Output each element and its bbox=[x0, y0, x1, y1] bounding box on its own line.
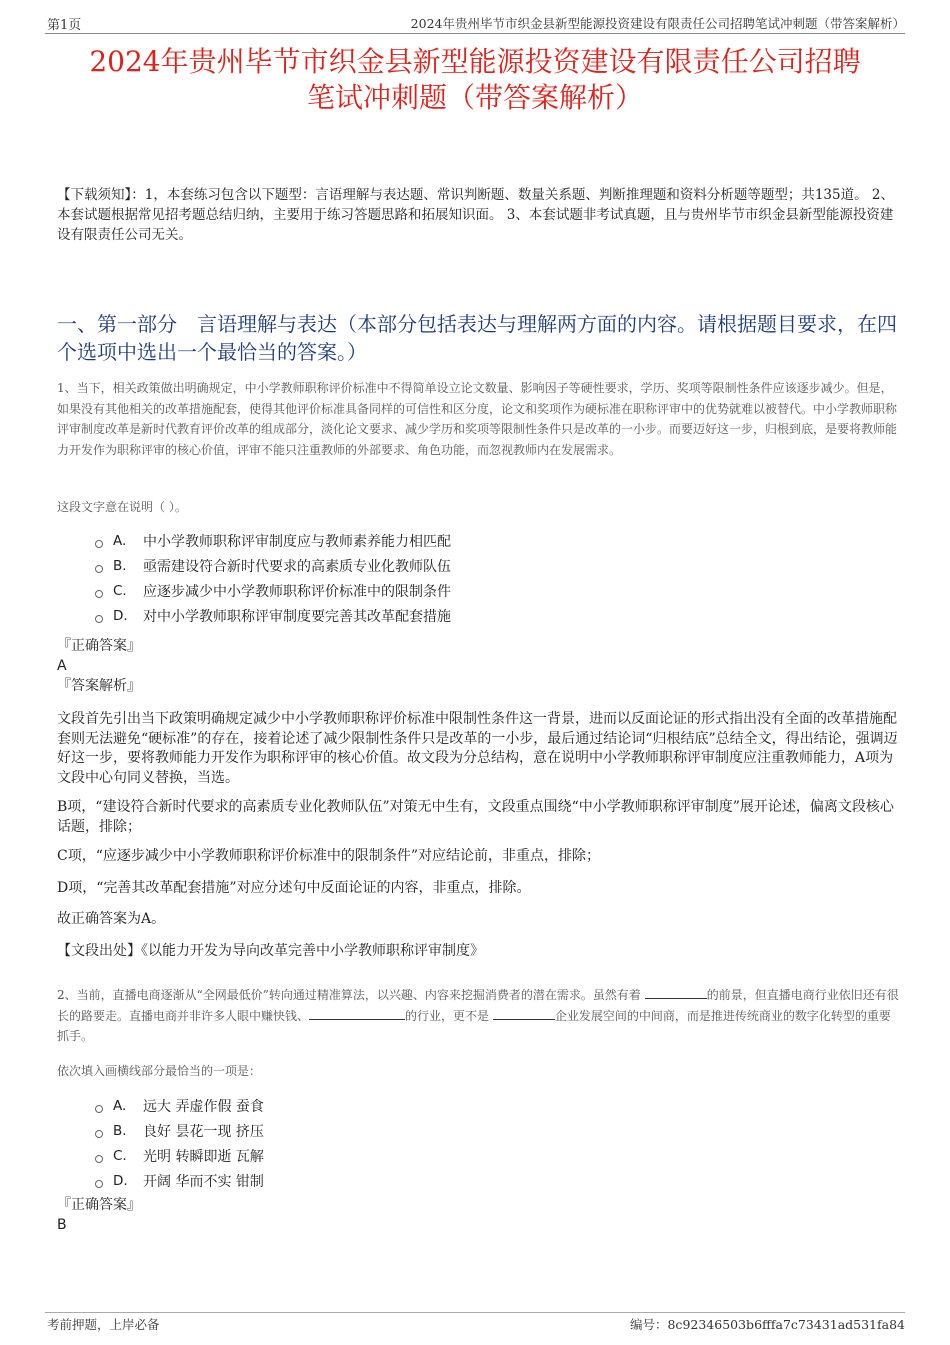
question-1-prompt: 这段文字意在说明（ ）。 bbox=[57, 500, 187, 514]
radio-icon[interactable] bbox=[95, 1180, 103, 1188]
answer-label: 『正确答案』 bbox=[57, 638, 141, 654]
source-citation: 【文段出处】《以能力开发为导向改革完善中小学教师职称评审制度》 bbox=[57, 942, 484, 959]
option-text: 应逐步减少中小学教师职称评价标准中的限制条件 bbox=[143, 583, 451, 600]
answer-label: 『正确答案』 bbox=[57, 1197, 141, 1213]
answer-value: B bbox=[57, 1217, 67, 1233]
fill-blank-3 bbox=[493, 1007, 555, 1020]
radio-icon[interactable] bbox=[95, 615, 103, 623]
question-2-text-part: 企业发展空间的中间商，而是推进传统商业的数字化转型的重要抓手。 bbox=[57, 1008, 891, 1043]
option-letter: C. bbox=[113, 582, 127, 599]
question-2-text-part: 的行业，更不是 bbox=[405, 1008, 493, 1023]
analysis-paragraph: 文段首先引出当下政策明确规定减少中小学教师职称评价标准中限制性条件这一背景，进而以反面论证的形式指出没有全面的改革措施配套则无法避免“硬标准”的存在，接着论述了减少限制性条件只是改革的一小步，最后通过结论词“归根结底”总结全文，得出结论，强调迈好这一步，要将教师能力开发作为职称评审的核心价值。故文段为分总结构，意在说明中小学教师职称评审制度应注重教师能力，A项为文段中心句同义替换，当选。 bbox=[57, 711, 898, 786]
question-2-prompt: 依次填入画横线部分最恰当的一项是： bbox=[57, 1064, 262, 1078]
page-title-line-1: 2024年贵州毕节市织金县新型能源投资建设有限责任公司招聘 bbox=[89, 45, 861, 78]
fill-blank-1 bbox=[645, 986, 707, 999]
page-title-line-2: 笔试冲刺题（带答案解析） bbox=[306, 81, 643, 114]
question-1-answer-block bbox=[57, 636, 141, 696]
radio-icon[interactable] bbox=[95, 565, 103, 573]
question-1-analysis bbox=[57, 710, 900, 961]
answer-value: A bbox=[57, 658, 67, 674]
question-1-option-c[interactable] bbox=[95, 578, 451, 603]
option-letter: B. bbox=[113, 1122, 127, 1139]
option-text: 亟需建设符合新时代要求的高素质专业化教师队伍 bbox=[143, 558, 451, 575]
radio-icon[interactable] bbox=[95, 540, 103, 548]
option-letter: C. bbox=[113, 1147, 127, 1164]
question-1-text: 1、当下，相关政策做出明确规定，中小学教师职称评价标准中不得简单设立论文数量、影响因子等硬性要求，学历、奖项等限制性条件应该逐步减少。但是，如果没有其他相关的改革措施配套，使得其他评价标准具备同样的可信性和区分度，论文和奖项作为硬标准在职称评审中的优势就难以被替代。中小学教师职称评审制度改革是新时代教育评价改革的组成部分，淡化论文要求、减少学历和奖项等限制性条件只是改革的一小步。而要迈好这一步，归根到底，是要将教师能力开发作为职称评审的核心价值，评审不能只注重教师的外部要求、角色功能，而忽视教师内在发展需求。 bbox=[57, 381, 898, 457]
download-notice: 【下载须知】：1，本套练习包含以下题型：言语理解与表达题、常识判断题、数量关系题、判断推理题和资料分析题等题型；共135道。 2、本套试题根据常见招考题总结归纳，主要用于练习答题思路和拓展知识面。 3、本套试题非考试真题，且与贵州毕节市织金县新型能源投资建设有限责任公司无关。 bbox=[57, 187, 894, 243]
question-2-text-part: 2、当前，直播电商逐渐从“全网最低价”转向通过精准算法，以兴趣、内容来挖掘消费者的潜在需求。虽然有着 bbox=[57, 988, 645, 1002]
radio-icon[interactable] bbox=[95, 1130, 103, 1138]
option-letter: D. bbox=[113, 607, 128, 624]
page-title bbox=[45, 44, 905, 116]
option-letter: D. bbox=[113, 1172, 128, 1189]
question-1-option-a[interactable] bbox=[95, 528, 451, 553]
radio-icon[interactable] bbox=[95, 1155, 103, 1163]
question-1-option-d[interactable] bbox=[95, 603, 451, 628]
option-letter: A. bbox=[113, 532, 127, 549]
option-text: 远大 弄虚作假 蚕食 bbox=[143, 1098, 264, 1115]
option-text: 良好 昙花一现 挤压 bbox=[143, 1123, 264, 1140]
question-2-option-b[interactable] bbox=[95, 1118, 264, 1143]
header-doc-title: 2024年贵州毕节市织金县新型能源投资建设有限责任公司招聘笔试冲刺题（带答案解析） bbox=[410, 16, 905, 31]
page-number: 第1页 bbox=[47, 18, 82, 33]
option-text: 对中小学教师职称评审制度要完善其改革配套措施 bbox=[143, 608, 451, 625]
footer-slogan: 考前押题，上岸必备 bbox=[47, 1317, 160, 1332]
option-letter: A. bbox=[113, 1097, 127, 1114]
header-divider bbox=[45, 33, 905, 34]
footer-divider bbox=[45, 1312, 905, 1313]
question-2-option-a[interactable] bbox=[95, 1093, 264, 1118]
analysis-paragraph: B项，“建设符合新时代要求的高素质专业化教师队伍”对策无中生有，文段重点围绕“中小学教师职称评审制度”展开论述，偏离文段核心话题，排除； bbox=[57, 799, 894, 835]
question-1-option-b[interactable] bbox=[95, 553, 451, 578]
section-heading: 一、第一部分 言语理解与表达（本部分包括表达与理解两方面的内容。请根据题目要求，在四个选项中选出一个最恰当的答案。） bbox=[57, 312, 897, 364]
analysis-paragraph: D项，“完善其改革配套措施”对应分述句中反面论证的内容，非重点，排除。 bbox=[57, 879, 531, 896]
option-letter: B. bbox=[113, 557, 127, 574]
radio-icon[interactable] bbox=[95, 1105, 103, 1113]
question-2-text-part: 的前景，但直播电商行业依旧还有很长的路要走。直播电商并非许多人眼中赚快钱、 bbox=[57, 988, 899, 1023]
analysis-paragraph: C项，“应逐步减少中小学教师职称评价标准中的限制条件”对应结论前，非重点，排除； bbox=[57, 848, 601, 864]
question-2-answer-block bbox=[57, 1195, 141, 1235]
fill-blank-2 bbox=[309, 1007, 405, 1020]
question-2-text bbox=[57, 985, 900, 1047]
radio-icon[interactable] bbox=[95, 590, 103, 598]
option-text: 光明 转瞬即逝 瓦解 bbox=[143, 1148, 264, 1165]
question-2-options bbox=[95, 1093, 264, 1193]
analysis-label: 『答案解析』 bbox=[57, 678, 141, 694]
question-2-option-d[interactable] bbox=[95, 1168, 264, 1193]
option-text: 开阔 华而不实 钳制 bbox=[143, 1173, 264, 1190]
analysis-paragraph: 故正确答案为A。 bbox=[57, 911, 166, 927]
footer-serial: 编号：8c92346503b6fffa7c73431ad531fa84 bbox=[629, 1317, 905, 1332]
question-2-option-c[interactable] bbox=[95, 1143, 264, 1168]
option-text: 中小学教师职称评审制度应与教师素养能力相匹配 bbox=[143, 533, 451, 550]
question-1-options bbox=[95, 528, 451, 628]
